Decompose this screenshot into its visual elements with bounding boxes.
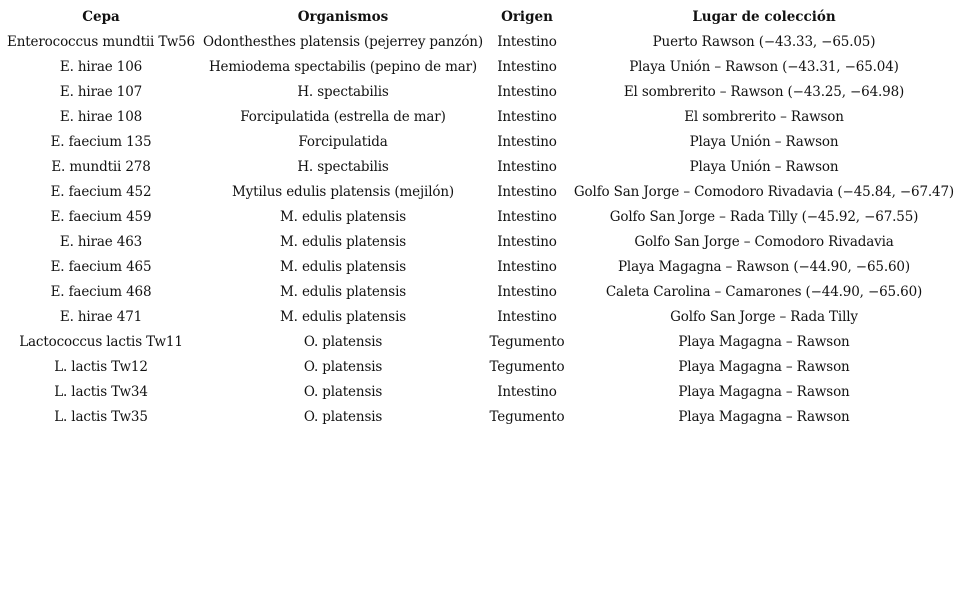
cell-organismo: H. spectabilis [297, 84, 389, 100]
table-row [0, 130, 958, 155]
cell-cepa: E. hirae 108 [59, 109, 143, 125]
cell-origen: Intestino [497, 384, 557, 400]
cell-origen: Intestino [497, 84, 557, 100]
cell-lugar: Playa Magagna – Rawson [678, 359, 850, 375]
cell-origen: Tegumento [489, 409, 565, 425]
cell-cepa: L. lactis Tw12 [54, 359, 148, 375]
cell-lugar: Playa Magagna – Rawson [678, 409, 850, 425]
cell-lugar: Golfo San Jorge – Rada Tilly [670, 309, 858, 325]
table-row [0, 205, 958, 230]
cell-origen: Intestino [497, 284, 557, 300]
cell-cepa: Enterococcus mundtii Tw56 [7, 34, 195, 50]
cell-organismo: O. platensis [303, 359, 383, 375]
cell-organismo: M. edulis platensis [279, 259, 407, 275]
cell-origen: Intestino [497, 234, 557, 250]
cell-organismo: O. platensis [303, 384, 383, 400]
cell-origen: Intestino [497, 259, 557, 275]
cell-cepa: E. faecium 452 [50, 184, 152, 200]
cell-cepa: E. faecium 468 [50, 284, 152, 300]
cell-origen: Intestino [497, 134, 557, 150]
table-row [0, 155, 958, 180]
table-row [0, 230, 958, 255]
cell-lugar: El sombrerito – Rawson (−43.25, −64.98) [623, 84, 905, 100]
cell-origen: Intestino [497, 159, 557, 175]
cell-cepa: E. faecium 135 [50, 134, 152, 150]
cell-organismo: Forcipulatida [298, 134, 388, 150]
cell-origen: Intestino [497, 59, 557, 75]
cell-lugar: Playa Unión – Rawson (−43.31, −65.04) [629, 59, 899, 75]
cell-lugar: Playa Magagna – Rawson (−44.90, −65.60) [617, 259, 910, 275]
table-row [0, 305, 958, 330]
table-row [0, 30, 958, 55]
cell-lugar: Golfo San Jorge – Comodoro Rivadavia [634, 234, 894, 250]
cell-cepa: E. hirae 107 [59, 84, 143, 100]
cell-cepa: E. mundtii 278 [51, 159, 151, 175]
cell-cepa: E. hirae 471 [59, 309, 143, 325]
cell-cepa: Lactococcus lactis Tw11 [19, 334, 183, 350]
table-row [0, 180, 958, 205]
cell-origen: Intestino [497, 184, 557, 200]
cell-organismo: Hemiodema spectabilis (pepino de mar) [208, 59, 478, 75]
cell-organismo: O. platensis [303, 409, 383, 425]
cell-lugar: Playa Magagna – Rawson [678, 334, 850, 350]
cell-organismo: O. platensis [303, 334, 383, 350]
cell-origen: Tegumento [489, 359, 565, 375]
table-row [0, 380, 958, 405]
cell-cepa: L. lactis Tw35 [54, 409, 148, 425]
cell-lugar: Playa Unión – Rawson [689, 159, 839, 175]
table-row [0, 280, 958, 305]
cell-lugar: Puerto Rawson (−43.33, −65.05) [652, 34, 876, 50]
table-row [0, 255, 958, 280]
cell-origen: Tegumento [489, 334, 565, 350]
cell-origen: Intestino [497, 209, 557, 225]
cell-origen: Intestino [497, 34, 557, 50]
table-row [0, 355, 958, 380]
header-origen: Origen [501, 9, 553, 25]
cell-cepa: E. hirae 463 [59, 234, 143, 250]
cell-lugar: Playa Unión – Rawson [689, 134, 839, 150]
cell-organismo: Mytilus edulis platensis (mejilón) [231, 184, 455, 200]
cell-organismo: H. spectabilis [297, 159, 389, 175]
cell-organismo: Odonthesthes platensis (pejerrey panzón) [203, 34, 483, 50]
cell-organismo: Forcipulatida (estrella de mar) [240, 109, 446, 125]
cell-lugar: Playa Magagna – Rawson [678, 384, 850, 400]
cell-organismo: M. edulis platensis [279, 309, 407, 325]
header-lugar: Lugar de colección [692, 9, 836, 25]
cell-cepa: L. lactis Tw34 [54, 384, 148, 400]
header-cepa: Cepa [82, 9, 120, 25]
strain-table [0, 5, 958, 430]
header-organismos: Organismos [297, 9, 389, 25]
cell-lugar: Golfo San Jorge – Comodoro Rivadavia (−45.84, −67.47) [573, 184, 955, 200]
cell-organismo: M. edulis platensis [279, 284, 407, 300]
cell-lugar: El sombrerito – Rawson [684, 109, 844, 125]
table-row [0, 105, 958, 130]
table-row [0, 55, 958, 80]
cell-cepa: E. faecium 465 [50, 259, 152, 275]
cell-origen: Intestino [497, 309, 557, 325]
table-row [0, 80, 958, 105]
header-row [0, 5, 958, 30]
table-row [0, 405, 958, 430]
cell-cepa: E. faecium 459 [50, 209, 152, 225]
cell-origen: Intestino [497, 109, 557, 125]
table-row [0, 330, 958, 355]
cell-cepa: E. hirae 106 [59, 59, 143, 75]
cell-lugar: Caleta Carolina – Camarones (−44.90, −65.60) [605, 284, 923, 300]
cell-organismo: M. edulis platensis [279, 234, 407, 250]
table-body [0, 30, 958, 430]
cell-lugar: Golfo San Jorge – Rada Tilly (−45.92, −67.55) [609, 209, 919, 225]
cell-organismo: M. edulis platensis [279, 209, 407, 225]
